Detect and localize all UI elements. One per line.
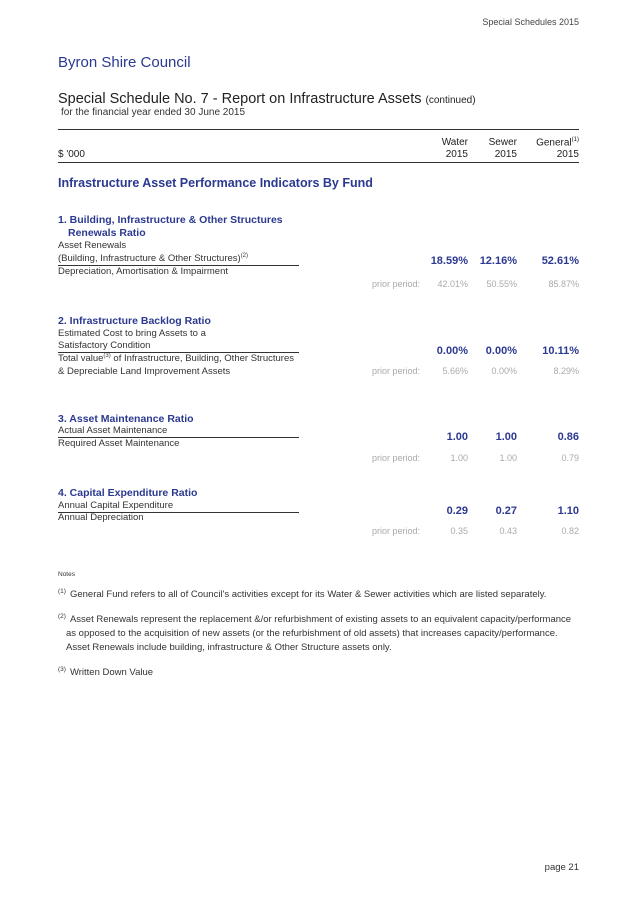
- indicator-1-prior-general: 85.87%: [548, 279, 579, 289]
- indicator-1-prior-water: 42.01%: [437, 279, 468, 289]
- top-rule: [58, 129, 579, 130]
- indicator-1-numerator-line2: (Building, Infrastructure & Other Structures)$^{(2)}$: [58, 253, 249, 265]
- col-water: Water: [441, 137, 468, 148]
- indicator-2-prior-water: 5.66%: [442, 366, 468, 376]
- indicator-3-prior-water: 1.00: [450, 453, 468, 463]
- section-heading: Infrastructure Asset Performance Indicators By Fund: [58, 176, 373, 190]
- col-general-year: 2015: [556, 149, 579, 160]
- indicator-4-water: 0.29: [446, 505, 468, 517]
- indicator-1-general: 52.61%: [541, 255, 579, 267]
- indicator-4-prior-label: prior period:: [372, 526, 421, 536]
- note-2: $^{(2)}$ Asset Renewals represent the replacement &/or refurbishment of existing assets to an equivalent capacity/performance as opposed to the acquisition of new assets (or the refurbishment of old assets) that increases capacity/performance. Asset Renewals include building, infrastructure & Other Structure assets only.: [58, 613, 572, 654]
- indicator-3-denominator: Required Asset Maintenance: [58, 438, 180, 449]
- indicator-2-numerator-line2: Satisfactory Condition: [58, 340, 151, 351]
- indicator-3-general: 0.86: [557, 431, 579, 443]
- indicator-3-prior-general: 0.79: [561, 453, 579, 463]
- indicator-2-denominator-line2: & Depreciable Land Improvement Assets: [58, 366, 231, 377]
- indicator-1-title-line2: Renewals Ratio: [68, 227, 146, 239]
- indicator-2-numerator: Estimated Cost to bring Assets to a: [58, 328, 206, 339]
- indicator-4-prior-sewer: 0.43: [499, 526, 517, 536]
- indicator-1-water: 18.59%: [430, 255, 468, 267]
- page-subtitle: for the financial year ended 30 June 2015: [61, 107, 246, 118]
- indicator-1-prior-sewer: 50.55%: [486, 279, 517, 289]
- indicator-4-numerator: Annual Capital Expenditure: [58, 500, 174, 511]
- indicator-1-denominator: Depreciation, Amortisation & Impairment: [58, 266, 229, 277]
- indicator-2-prior-label: prior period:: [372, 366, 421, 376]
- indicator-4-title: 4. Capital Expenditure Ratio: [58, 487, 198, 499]
- page-title: [58, 91, 476, 107]
- indicator-2-sewer: 0.00%: [485, 345, 517, 357]
- indicator-3-water: 1.00: [446, 431, 468, 443]
- indicator-2-prior-sewer: 0.00%: [491, 366, 517, 376]
- indicator-1-sewer: 12.16%: [479, 255, 517, 267]
- indicator-1-prior-label: prior period:: [372, 279, 421, 289]
- indicator-3-prior-sewer: 1.00: [499, 453, 517, 463]
- indicator-4-prior-general: 0.82: [561, 526, 579, 536]
- units-label: $ '000: [58, 149, 85, 160]
- indicator-4-prior-water: 0.35: [450, 526, 468, 536]
- note-3: $^{(3)}$ Written Down Value: [58, 666, 154, 679]
- header-rule: [58, 162, 579, 163]
- title-main: Special Schedule No. 7 - Report on Infrastructure Assets: [58, 91, 422, 107]
- indicator-3-prior-label: prior period:: [372, 453, 421, 463]
- council-name: Byron Shire Council: [58, 54, 191, 71]
- col-sewer-year: 2015: [494, 149, 517, 160]
- indicator-4-denominator: Annual Depreciation: [58, 512, 144, 523]
- indicator-1-title: 1. Building, Infrastructure & Other Structures: [58, 214, 283, 226]
- running-title: Special Schedules 2015: [482, 17, 579, 27]
- indicator-2-water: 0.00%: [436, 345, 468, 357]
- title-continued: (continued): [425, 95, 476, 106]
- page-number: page 21: [544, 862, 579, 873]
- col-water-year: 2015: [445, 149, 468, 160]
- indicator-4-general: 1.10: [557, 505, 579, 517]
- indicator-3-numerator: Actual Asset Maintenance: [58, 425, 168, 436]
- col-sewer: Sewer: [488, 137, 517, 148]
- indicator-2-prior-general: 8.29%: [553, 366, 579, 376]
- indicator-3-sewer: 1.00: [495, 431, 517, 443]
- indicator-2-denominator: Total value$^{(3)}$ of Infrastructure, Building, Other Structures: [58, 353, 294, 365]
- notes-heading: Notes: [58, 571, 75, 578]
- indicator-4-sewer: 0.27: [495, 505, 517, 517]
- indicator-2-general: 10.11%: [542, 345, 579, 357]
- indicator-1-numerator: Asset Renewals: [58, 240, 127, 251]
- indicator-2-title: 2. Infrastructure Backlog Ratio: [58, 315, 211, 327]
- indicator-3-title: 3. Asset Maintenance Ratio: [58, 413, 194, 425]
- note-1: $^{(1)}$ General Fund refers to all of Council's activities except for its Water & Sewer activities which are listed separately.: [58, 588, 547, 601]
- col-general: General$^{(1)}$: [536, 137, 579, 149]
